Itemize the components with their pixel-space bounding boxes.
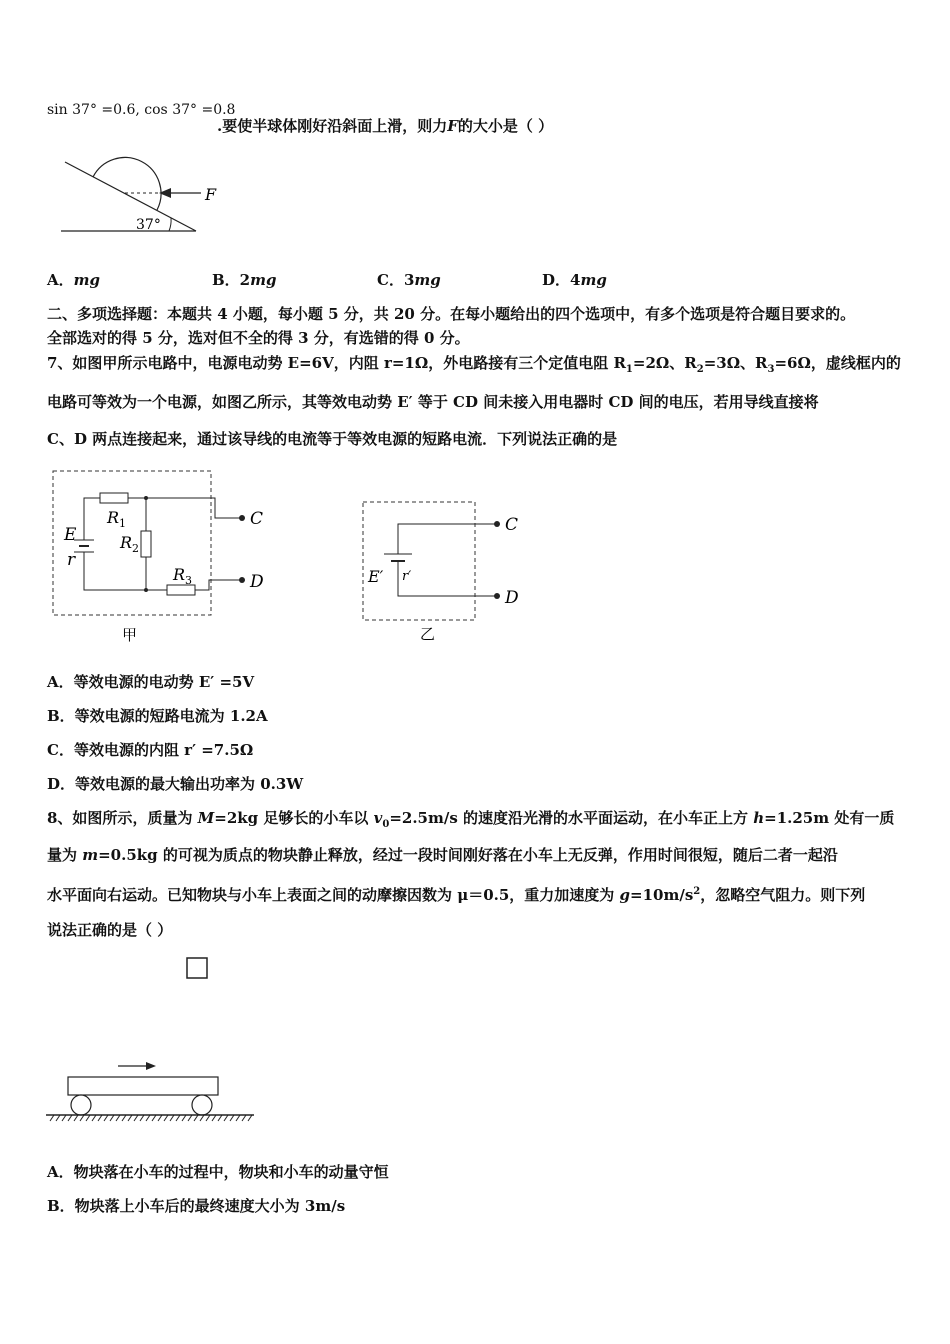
q7-line-2: 电路可等效为一个电源，如图乙所示，其等效电动势 E′ 等于 CD 间未接入用电器时 CD 间的电压，若用导线直接将 [47,393,819,411]
q8-option-b: B．物块落上小车后的最终速度大小为 3m/s [47,1197,346,1215]
q6-option-b: B．2mg [212,271,277,289]
incline-figure [55,150,235,240]
terminal-d-label: D [250,572,264,592]
circuit-jia [50,468,290,648]
q7-line-3: C、D 两点连接起来，通过该导线的电流等于等效电源的短路电流．下列说法正确的是 [47,430,618,448]
cart-figure [46,955,261,1130]
emf-label: E [64,525,77,545]
figure-caption-jia: 甲 [122,626,138,644]
q7-option-b: B．等效电源的短路电流为 1.2A [47,707,268,725]
r1-label: $R_1$ [107,508,127,530]
angle-label: 37° [136,217,161,233]
q7-option-c: C．等效电源的内阻 r′ =7.5Ω [47,741,254,759]
equivalent-emf-label: E′ [368,567,384,586]
q7-line-1: 7、如图甲所示电路中，电源电动势 E=6V，内阻 r=1Ω，外电路接有三个定值电阻 $R_1=2\Omega$、$R_2=3\Omega$、$R_3=6\Omega$，虚线框内的 [47,354,901,375]
terminal-c-label: C [505,515,519,535]
force-label: F [205,185,217,204]
terminal-c-label: C [250,509,264,529]
q8-line-4: 说法正确的是（ ） [47,921,173,939]
section-scoring: 全部选对的得 5 分，选对但不全的得 3 分，有选错的得 0 分。 [47,329,470,347]
block [187,958,207,978]
r2-label: $R_2$ [120,533,140,555]
q6-option-a: A．mg [47,271,101,289]
q8-option-a: A．物块落在小车的过程中，物块和小车的动量守恒 [47,1163,389,1181]
equivalent-r-label: r′ [402,569,412,584]
q6-option-c: C．3mg [377,271,441,289]
q8-line-2: 量为 m=0.5kg 的可视为质点的物块静止释放，经过一段时间刚好落在小车上无反弹，作用时间很短，随后二者一起沿 [47,846,838,864]
q6-option-d: D．4mg [542,271,607,289]
circuit-yi [360,498,540,648]
q8-line-1: 8、如图所示，质量为 M=2kg 足够长的小车以 $v_0=2.5m/s$ 的速度沿光滑的水平面运动，在小车正上方 h=1.25m 处有一质 [47,809,895,830]
q7-option-d: D．等效电源的最大输出功率为 0.3W [47,775,304,793]
q7-option-a: A．等效电源的电动势 E′ =5V [47,673,255,691]
trig-values: sin 37° =0.6, cos 37° =0.8 [47,102,236,118]
resistance-r-label: r [67,550,76,570]
r3-label: $R_3$ [173,565,193,587]
q6-stem: .要使半球体刚好沿斜面上滑，则力F的大小是（ ） [217,117,554,135]
section-heading: 二、多项选择题：本题共 4 小题，每小题 5 分，共 20 分。在每小题给出的四个选项中，有多个选项是符合题目要求的。 [47,305,856,323]
figure-caption-yi: 乙 [420,625,436,643]
q8-line-3: 水平面向右运动。已知物块与小车上表面之间的动摩擦因数为 μ＝0.5，重力加速度为 $g=10m/s^2$，忽略空气阻力。则下列 [47,886,866,904]
cart [68,1077,218,1095]
terminal-d-label: D [505,588,519,608]
